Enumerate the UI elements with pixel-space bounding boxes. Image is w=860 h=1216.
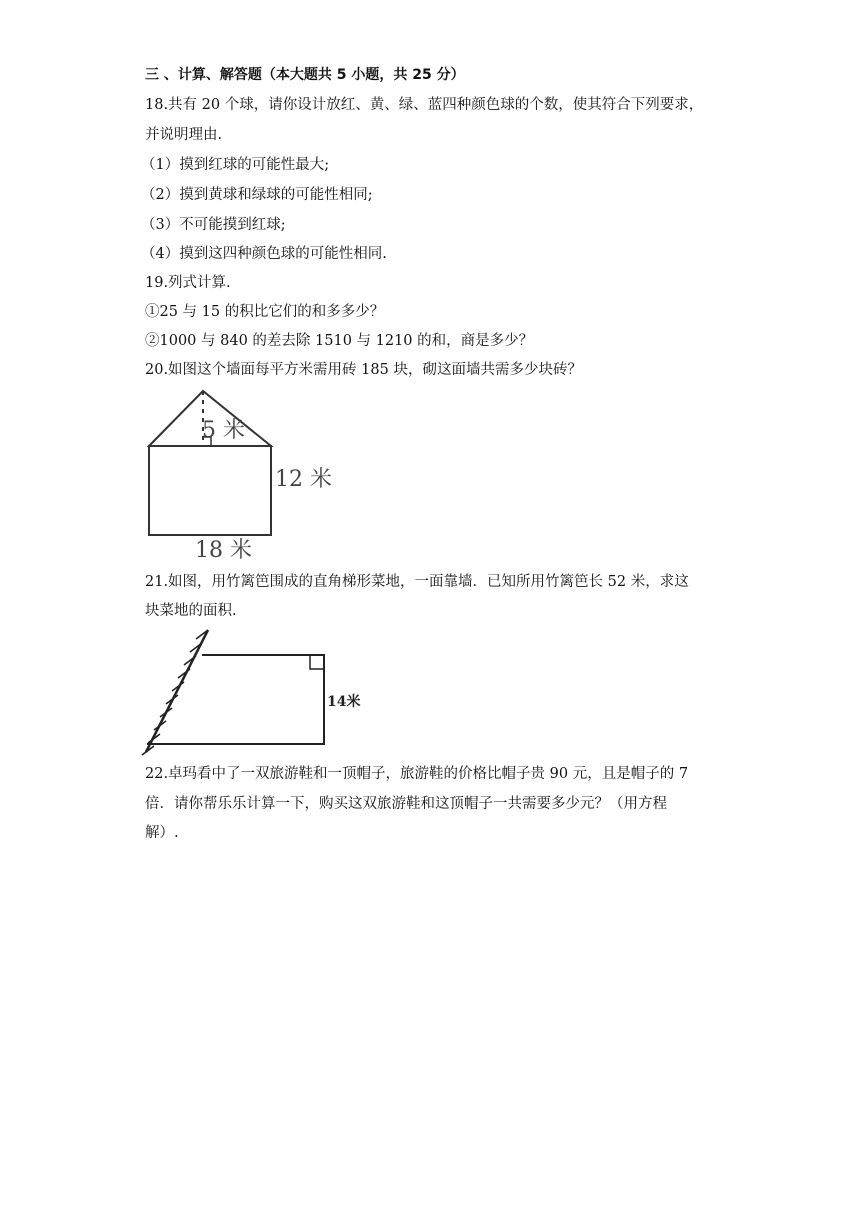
q22-line2: 倍．请你帮乐乐计算一下，购买这双旅游鞋和这顶帽子一共需要多少元？（用方程 — [145, 796, 667, 812]
q21-line1: 21.如图，用竹篱笆围成的直角梯形菜地，一面靠墙．已知所用竹篱笆长 52 米，求这 — [145, 574, 689, 590]
q21-side-label: 14米 — [327, 694, 361, 710]
q18-line2: 并说明理由. — [145, 127, 223, 143]
q21-wall — [146, 630, 208, 752]
q18-line1: 18.共有 20 个球，请你设计放红、黄、绿、蓝四种颜色球的个数，使其符合下列要求， — [145, 97, 704, 113]
q20-figure — [140, 385, 350, 565]
q20-height-label: 5 米 — [202, 418, 245, 443]
q21-line2: 块菜地的面积. — [145, 603, 237, 619]
section-header: 三 、计算、解答题（本大题共 5 小题，共 25 分） — [145, 67, 465, 83]
q18-item-4: （4）摸到这四种颜色球的可能性相同. — [141, 246, 387, 262]
q21-figure — [140, 628, 380, 758]
q20-text: 20.如图这个墙面每平方米需用砖 185 块，砌这面墙共需多少块砖？ — [145, 362, 582, 378]
q19-item-2: ②1000 与 840 的差去除 1510 与 1210 的和，商是多少？ — [145, 333, 534, 349]
q19-title: 19.列式计算. — [145, 275, 231, 291]
q22-line3: 解）. — [145, 825, 179, 841]
q20-rectangle — [149, 446, 271, 535]
q18-item-1: （1）摸到红球的可能性最大; — [141, 157, 330, 173]
q21-right-angle-mark — [310, 655, 324, 669]
q18-item-3: （3）不可能摸到红球; — [141, 217, 286, 233]
q19-item-1: ①25 与 15 的积比它们的和多多少？ — [145, 304, 385, 320]
q22-line1: 22.卓玛看中了一双旅游鞋和一顶帽子，旅游鞋的价格比帽子贵 90 元，且是帽子的 7 — [145, 766, 689, 782]
q20-base-label: 18 米 — [195, 538, 252, 563]
q20-side-label: 12 米 — [275, 467, 332, 492]
q18-item-2: （2）摸到黄球和绿球的可能性相同; — [141, 187, 373, 203]
